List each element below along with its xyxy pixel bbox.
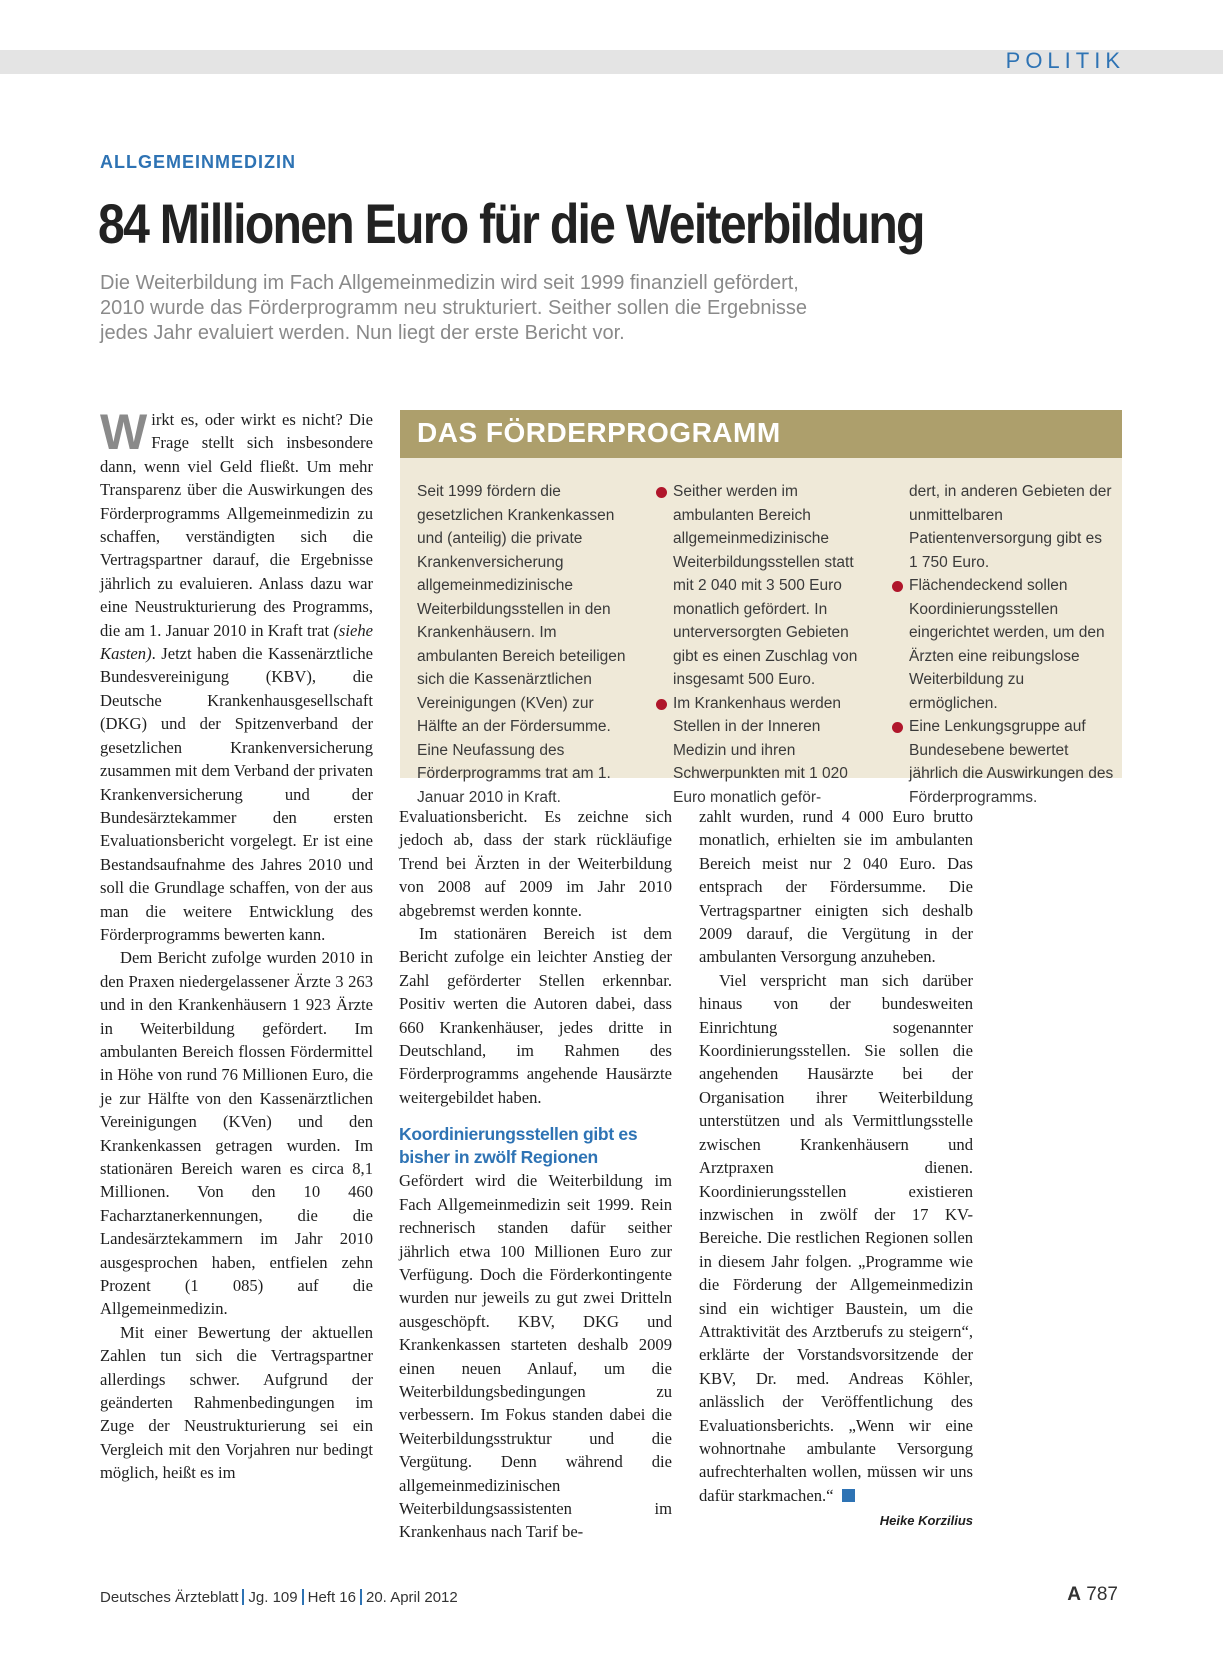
article-paragraph [699, 969, 973, 1507]
article-paragraph: Gefördert wird die Weiterbildung im Fach Allgemeinmedizin seit 1999. Rein rechnerisch standen dafür seither jährlich etwa 100 Millionen Euro zur Verfügung. Doch die Förderkontingente wurden nur jeweils zu gut zwei Dritteln ausgeschöpft. KBV, DKG und Krankenkassen starteten deshalb 2009 einen neuen Anlauf, um die Weiterbildungsbedingungen zu verbessern. Im Fokus standen dabei die Weiterbildungsstruktur und die Vergütung. Denn während die allgemeinmedizinischen Weiterbildungsassistenten im Krankenhaus nach Tarif be- [399, 1171, 672, 1542]
journal-issue: Heft 16 [307, 1589, 356, 1606]
info-box-bullet [892, 715, 1114, 809]
article-paragraph: Im stationären Bereich ist dem Bericht zufolge ein leichter Anstieg der Zahl geförderter Stellen erkennbar. Positiv werten die Autoren dabei, dass 660 Krankenhäuser, jedes dritte in Deutschland, im Rahmen des Förderprogramms angehende Hausärzte weitergebildet haben. [399, 924, 672, 1107]
article-lead [100, 271, 960, 346]
journal-volume: Jg. 109 [248, 1589, 298, 1606]
end-mark-icon [842, 1489, 855, 1502]
article-paragraph [100, 404, 373, 946]
info-box-header [400, 410, 1122, 458]
info-box-bullet [656, 480, 878, 692]
article-paragraph: Dem Bericht zufolge wurden 2010 in den Praxen niedergelassener Ärzte 3 263 und in den Krankenhäusern 1 923 Ärzte in Weiterbildung gefördert. Im ambulanten Bereich flossen Fördermittel in Höhe von rund 76 Millionen Euro, die je zur Hälfte von den Kassenärztlichen Vereinigungen (KVen) und den Krankenkassen getragen wurden. Im stationären Bereich waren es circa 8,1 Millionen. Von den 10 460 Facharztanerkennungen, die die Landesärztekammern im Jahr 2010 ausgesprochen haben, entfielen zehn Prozent (1 085) auf die Allgemeinmedizin. [100, 948, 373, 1319]
bullet-dot-icon [656, 487, 667, 498]
article-kicker: ALLGEMEINMEDIZIN [100, 152, 296, 172]
bullet-dot-icon [892, 722, 903, 733]
article-column-3 [699, 805, 973, 1533]
paragraph-text: . Jetzt haben die Kassenärztliche Bundesvereinigung (KBV), die Deutsche Krankenhausgesellschaft (DKG) und der Spitzenverband der gesetzlichen Krankenversicherung zusammen mit dem Verband der privaten Krankenversicherung und der Bundesärztekammer den ersten Evaluationsbericht vorgelegt. Er ist eine Bestandsaufnahme des Jahres 2010 und soll die Grundlage schaffen, von der aus man die weitere Entwicklung des Förderprogramms bewerten kann. [100, 644, 373, 944]
box-reference: (siehe Kasten) [100, 620, 373, 664]
page-prefix: A [1067, 1584, 1082, 1605]
section-label: POLITIK [1005, 48, 1125, 73]
article-column-1 [100, 404, 373, 1485]
info-box-title: DAS FÖRDERPROGRAMM [417, 417, 781, 448]
article-headline: 84 Millionen Euro für die Weiterbildung [98, 192, 924, 255]
page-number [1067, 1584, 1118, 1606]
lead-line: Die Weiterbildung im Fach Allgemeinmedizin wird seit 1999 finanziell gefördert, [100, 272, 799, 294]
info-box-column-3 [892, 480, 1114, 809]
bullet-text: Seither werden im ambulanten Bereich allgemeinmedizinische Weiterbildungsstellen statt mit 2 040 mit 3 500 Euro monatlich gefördert. In unterversorgten Gebieten gibt es einen Zuschlag von insgesamt 500 Euro. [673, 483, 858, 688]
journal-date: 20. April 2012 [366, 1589, 458, 1606]
article-author: Heike Korzilius [879, 1513, 973, 1529]
article-paragraph: zahlt wurden, rund 4 000 Euro brutto monatlich, erhielten sie im ambulanten Bereich meist nur 2 040 Euro. Das entsprach der Fördersumme. Die Vertragspartner einigten sich deshalb 2009 darauf, die Vergütung in der ambulanten Versorgung anzuheben. [699, 807, 973, 967]
drop-cap: W [100, 404, 148, 460]
info-box-bullet-continued: dert, in anderen Gebieten der unmittelbaren Patientenversorgung gibt es 1 750 Euro. [909, 483, 1112, 571]
lead-line: 2010 wurde das Förderprogramm neu strukturiert. Seither sollen die Ergebnisse [100, 297, 808, 319]
article-subheading: Koordinierungsstellen gibt es bisher in zwölf Regionen [399, 1124, 638, 1168]
footer-separator [302, 1589, 304, 1605]
footer-separator [360, 1589, 362, 1605]
bullet-text: Flächendeckend sollen Koordinierungsstellen eingerichtet werden, um den Ärzten eine reibungslose Weiterbildung zu ermöglichen. [909, 577, 1105, 712]
paragraph-text: irkt es, oder wirkt es nicht? Die Frage stellt sich insbesondere dann, wenn viel Geld fließt. Um mehr Transparenz über die Auswirkungen des Förderprogramms Allgemeinmedizin zu schaffen, verständigten sich die Vertragspartner darauf, die Ergebnisse jährlich zu evaluieren. Anlass dazu war eine Neustrukturierung des Programms, die am 1. Januar 2010 in Kraft trat [100, 410, 373, 640]
footer-separator [242, 1589, 244, 1605]
page-number-value: 787 [1086, 1584, 1118, 1605]
info-box-bullet [656, 692, 878, 810]
bullet-dot-icon [656, 699, 667, 710]
info-box-bullet [892, 574, 1114, 715]
paragraph-text: Viel verspricht man sich darüber hinaus von der bundesweiten Einrichtung sogenannter Koordinierungsstellen. Sie sollen die angehenden Hausärzte bei der Organisation ihrer Weiterbildung unterstützen und als Vermittlungsstelle zwischen Krankenhäusern und Arztpraxen dienen. Koordinierungsstellen existieren inzwischen in zwölf der 17 KV-Bereiche. Die restlichen Regionen sollen in diesem Jahr folgen. „Programme wie die Förderung der Allgemeinmedizin sind ein wichtiger Baustein, um die Attraktivität des Arztberufs zu steigern“, erklärte der Vorstandsvorsitzende der KBV, Dr. med. Andreas Köhler, anlässlich der Veröffentlichung des Evaluationsberichts. „Wenn wir eine wohnortnahe ambulante Versorgung aufrechterhalten wollen, müssen wir uns dafür starkmachen.“ [699, 970, 973, 1505]
page-footer [100, 1589, 458, 1606]
lead-line: jedes Jahr evaluiert werden. Nun liegt der erste Bericht vor. [100, 322, 625, 344]
article-paragraph: Mit einer Bewertung der aktuellen Zahlen tun sich die Vertragspartner allerdings schwer. Aufgrund der geänderten Rahmenbedingungen im Zuge der Neustrukturierung sei ein Vergleich mit den Vorjahren nur bedingt möglich, heißt es im [100, 1322, 373, 1483]
article-paragraph: Evaluationsbericht. Es zeichne sich jedoch ab, dass der stark rückläufige Trend bei Ärzten in der Weiterbildung von 2008 auf 2009 im Jahr 2010 abgebremst werden konnte. [399, 807, 672, 920]
bullet-text: Eine Lenkungsgruppe auf Bundesebene bewertet jährlich die Auswirkungen des Förderprogramms. [909, 718, 1114, 806]
article-column-2 [399, 805, 672, 1544]
bullet-dot-icon [892, 581, 903, 592]
journal-name: Deutsches Ärzteblatt [100, 1589, 239, 1606]
bullet-text: Im Krankenhaus werden Stellen in der Inneren Medizin und ihren Schwerpunkten mit 1 020 Euro monatlich geför- [673, 694, 848, 806]
info-box [400, 410, 1122, 806]
info-box-column-1 [417, 480, 637, 809]
info-box-intro: Seit 1999 fördern die gesetzlichen Krankenkassen und (anteilig) die private Krankenversicherung allgemeinmedizinische Weiterbildungsstellen in den Krankenhäusern. Im ambulanten Bereich beteiligen sich die Kassenärztlichen Vereinigungen (KVen) zur Hälfte an der Fördersumme. Eine Neufassung des Förderprogramms trat am 1. Januar 2010 in Kraft. [417, 483, 626, 806]
info-box-column-2 [656, 480, 878, 809]
